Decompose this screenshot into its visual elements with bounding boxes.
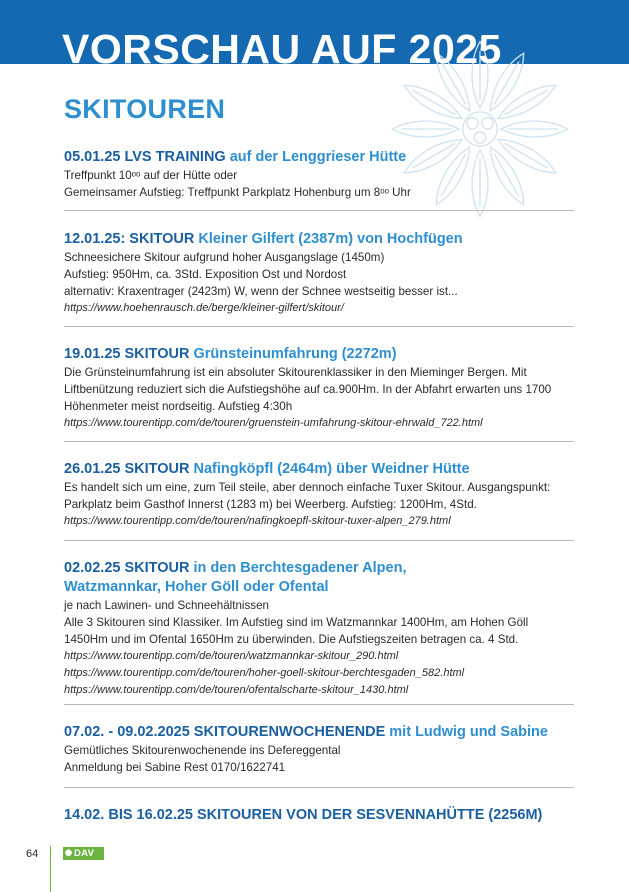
entry-heading: [64, 723, 584, 742]
tour-entry: [64, 806, 584, 825]
entry-date-type: 14.02. BIS 16.02.25 SKITOUREN VON DER SESVENNAHÜTTE (2256M): [64, 807, 543, 823]
entry-link[interactable]: https://www.tourentipp.com/de/touren/watzmannkar-skitour_290.html: [64, 650, 399, 662]
entry-link[interactable]: https://www.tourentipp.com/de/touren/hoher-goell-skitour-berchtesgaden_582.html: [64, 667, 465, 679]
entry-text: Höhenmeter meist nordseitig. Aufstieg 4:30h: [64, 400, 293, 413]
entry-heading: [64, 806, 584, 825]
entry-heading: [64, 230, 584, 249]
divider: [64, 441, 574, 442]
entry-text: Schneesichere Skitour aufgrund hoher Ausgangslage (1450m): [64, 251, 385, 264]
entry-text: Alle 3 Skitouren sind Klassiker. Im Aufstieg sind im Watzmannkar 1400Hm, am Hohen Göll: [64, 616, 529, 629]
entry-heading: [64, 460, 584, 479]
entry-date-type: 19.01.25 SKITOUR: [64, 346, 190, 362]
entry-date-type: 02.02.25 SKITOUR: [64, 560, 190, 576]
page-number: 64: [26, 848, 39, 860]
tour-entry: [64, 148, 584, 201]
tour-entry: [64, 723, 584, 776]
page-title: VORSCHAU AUF 2025: [62, 26, 502, 72]
divider: [64, 787, 574, 788]
entry-link[interactable]: https://www.tourentipp.com/de/touren/gruenstein-umfahrung-skitour-ehrwald_722.html: [64, 417, 483, 429]
entry-text: Die Grünsteinumfahrung ist ein absoluter Skitourenklassiker in den Mieminger Bergen. Mit: [64, 366, 527, 379]
edelweiss-logo-icon: ✺: [64, 848, 73, 858]
divider: [64, 326, 574, 327]
entry-title-line2: Watzmannkar, Hoher Göll oder Ofental: [64, 579, 329, 595]
entry-text: Parkplatz beim Gasthof Innerst (1283 m) bei Weerberg. Aufstieg: 1200Hm, 4Std.: [64, 498, 477, 511]
entry-text: alternativ: Kraxentrager (2423m) W, wenn der Schnee westseitig besser ist...: [64, 285, 458, 298]
dav-logo: [63, 847, 104, 860]
tour-entry: [64, 230, 584, 317]
entry-text: Anmeldung bei Sabine Rest 0170/1622741: [64, 761, 286, 774]
entry-title: Grünsteinumfahrung (2272m): [189, 346, 397, 362]
tour-entry: [64, 559, 584, 699]
entry-date-type: 26.01.25 SKITOUR: [64, 461, 190, 477]
entry-date-type: 12.01.25: SKITOUR: [64, 231, 195, 247]
tour-entry: [64, 345, 584, 432]
entry-text: Treffpunkt 10ᵒᵒ auf der Hütte oder: [64, 169, 238, 182]
entry-text: Aufstieg: 950Hm, ca. 3Std. Exposition Ost und Nordost: [64, 268, 347, 281]
entry-title: in den Berchtesgadener Alpen,: [189, 560, 407, 576]
entry-title: auf der Lenggrieser Hütte: [225, 149, 407, 165]
entry-heading: [64, 148, 584, 167]
entry-text: Gemütliches Skitourenwochenende ins Defereggental: [64, 744, 341, 757]
footer-divider: [50, 846, 51, 892]
entry-text: Gemeinsamer Aufstieg: Treffpunkt Parkplatz Hohenburg um 8ᵒᵒ Uhr: [64, 186, 411, 199]
entry-title: Kleiner Gilfert (2387m) von Hochfügen: [194, 231, 463, 247]
entry-link[interactable]: https://www.tourentipp.com/de/touren/nafingkoepfl-skitour-tuxer-alpen_279.html: [64, 515, 451, 527]
logo-text: DAV: [74, 848, 95, 859]
entry-title: Nafingköpfl (2464m) über Weidner Hütte: [189, 461, 470, 477]
entry-text: Liftbenützung reduziert sich die Aufstiegshöhe auf ca.900Hm. In der Abfahrt erwarten uns 1700: [64, 383, 552, 396]
entry-date-type: 07.02. - 09.02.2025 SKITOURENWOCHENENDE: [64, 724, 386, 740]
divider: [64, 704, 574, 705]
entry-heading: [64, 559, 584, 597]
entry-link[interactable]: https://www.hoehenrausch.de/berge/kleiner-gilfert/skitour/: [64, 302, 344, 314]
entry-text: je nach Lawinen- und Schneehältnissen: [64, 599, 269, 612]
entry-heading: [64, 345, 584, 364]
entry-title: mit Ludwig und Sabine: [385, 724, 548, 740]
tour-entry: [64, 460, 584, 530]
entry-text: 1450Hm und im Ofental 1650Hm zu überwinden. Die Aufstiegszeiten betragen ca. 4 Std.: [64, 633, 519, 646]
divider: [64, 210, 574, 211]
divider: [64, 540, 574, 541]
entry-link[interactable]: https://www.tourentipp.com/de/touren/ofentalscharte-skitour_1430.html: [64, 684, 409, 696]
section-title: SKITOUREN: [64, 94, 226, 124]
entry-text: Es handelt sich um eine, zum Teil steile, aber dennoch einfache Tuxer Skitour. Ausgangspunkt:: [64, 481, 551, 494]
entry-date-type: 05.01.25 LVS TRAINING: [64, 149, 226, 165]
